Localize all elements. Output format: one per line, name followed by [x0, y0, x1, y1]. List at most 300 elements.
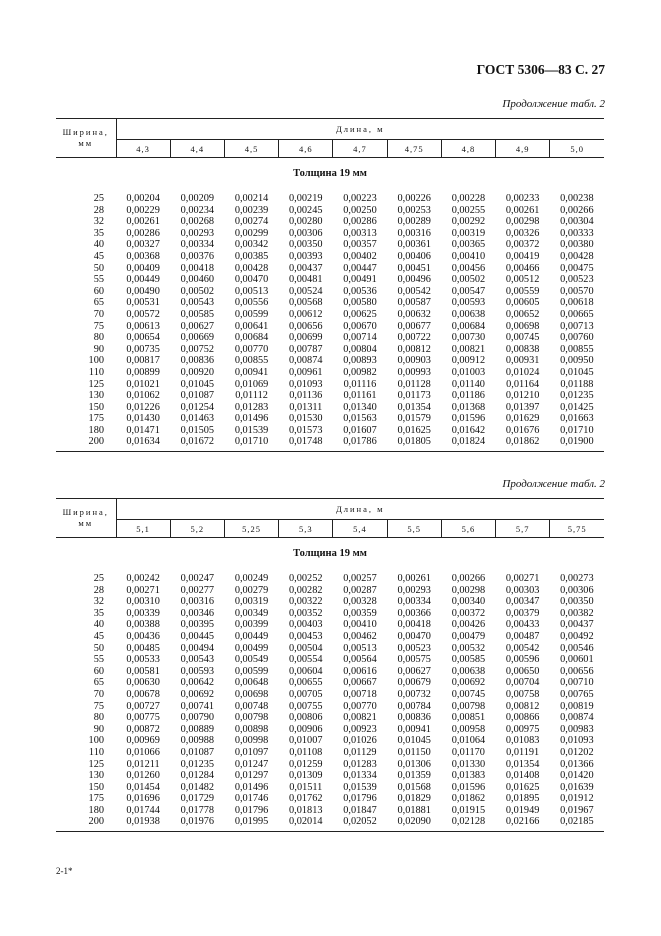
volume-cell: 0,00271	[126, 584, 160, 596]
volume-cell: 0,01254	[180, 401, 215, 413]
volume-cell: 0,00748	[234, 700, 269, 712]
volume-cell: 0,00627	[180, 320, 215, 332]
volume-cell: 0,00677	[397, 320, 431, 332]
width-cell: 60	[93, 285, 104, 297]
volume-cell: 0,01129	[343, 746, 377, 758]
volume-cell: 0,01967	[560, 804, 594, 816]
volume-cell: 0,00523	[560, 274, 594, 286]
volume-cell: 0,00819	[560, 700, 594, 712]
volume-cell: 0,00219	[289, 193, 323, 204]
volume-cell: 0,01430	[126, 413, 160, 425]
table-row	[56, 297, 604, 309]
volume-cell: 0,01283	[234, 401, 269, 413]
length-col-header: 4,7	[333, 140, 387, 158]
volume-table-1	[56, 118, 604, 452]
volume-cell: 0,00547	[451, 285, 486, 297]
length-values-row	[56, 520, 604, 538]
volume-cell: 0,00821	[343, 712, 377, 724]
volume-cell: 0,00379	[505, 607, 540, 619]
volume-cell: 0,00304	[560, 216, 594, 228]
volume-cell: 0,00698	[234, 688, 269, 700]
volume-cell: 0,01625	[397, 424, 431, 436]
table-row	[56, 274, 604, 286]
width-header	[56, 119, 116, 158]
volume-cell: 0,00228	[451, 193, 486, 204]
volume-cell: 0,01064	[451, 735, 486, 747]
volume-cell: 0,00790	[180, 712, 215, 724]
table-row	[56, 770, 604, 782]
volume-cell: 0,01995	[224, 816, 278, 831]
volume-cell: 0,00266	[560, 204, 594, 216]
volume-cell: 0,00570	[560, 285, 594, 297]
volume-cell: 0,01235	[180, 758, 215, 770]
volume-cell: 0,01330	[451, 758, 486, 770]
volume-cell: 0,00436	[126, 630, 160, 642]
volume-cell: 0,01663	[560, 413, 594, 425]
table-row	[56, 309, 604, 321]
volume-cell: 0,00787	[289, 343, 323, 355]
volume-cell: 0,00710	[560, 677, 594, 689]
volume-cell: 0,00322	[289, 596, 323, 608]
volume-cell: 0,00279	[234, 584, 269, 596]
volume-cell: 0,00255	[451, 204, 486, 216]
volume-cell: 0,01813	[289, 804, 323, 816]
volume-cell: 0,00339	[126, 607, 160, 619]
volume-cell: 0,00889	[180, 723, 215, 735]
volume-cell: 0,01463	[180, 413, 215, 425]
volume-cell: 0,01354	[397, 401, 431, 413]
table-row	[56, 425, 604, 437]
table-row	[56, 355, 604, 367]
width-cell: 130	[88, 770, 104, 782]
volume-cell: 0,01696	[126, 793, 160, 805]
volume-cell: 0,01471	[126, 424, 160, 436]
table-row	[56, 436, 604, 451]
volume-cell: 0,00293	[180, 227, 215, 239]
volume-cell: 0,01083	[505, 735, 540, 747]
volume-cell: 0,00684	[234, 332, 269, 344]
volume-cell: 0,01744	[126, 804, 160, 816]
volume-cell: 0,00293	[397, 584, 431, 596]
volume-cell: 0,01778	[180, 804, 215, 816]
volume-cell: 0,00745	[451, 688, 486, 700]
volume-cell: 0,01805	[387, 436, 441, 451]
width-header	[56, 499, 116, 538]
width-cell: 150	[88, 401, 104, 413]
volume-cell: 0,00760	[560, 332, 594, 344]
volume-cell: 0,00722	[397, 332, 431, 344]
volume-cell: 0,00470	[234, 274, 269, 286]
volume-cell: 0,00812	[505, 700, 540, 712]
volume-cell: 0,01629	[505, 413, 540, 425]
table-row	[56, 816, 604, 831]
volume-cell: 0,00898	[234, 723, 269, 735]
table-row	[56, 619, 604, 631]
length-col-header: 4,4	[170, 140, 224, 158]
volume-cell: 0,00274	[234, 216, 269, 228]
volume-cell: 0,00758	[505, 688, 540, 700]
volume-cell: 0,00357	[343, 239, 377, 251]
table-1-container	[56, 118, 604, 452]
volume-cell: 0,00487	[505, 630, 540, 642]
width-cell: 32	[93, 596, 104, 608]
volume-cell: 0,00372	[451, 607, 486, 619]
volume-cell: 0,01066	[126, 746, 160, 758]
volume-cell: 0,01007	[289, 735, 323, 747]
volume-cell: 0,01625	[505, 781, 540, 793]
volume-cell: 0,00678	[126, 688, 160, 700]
volume-cell: 0,00316	[180, 596, 215, 608]
length-col-header: 5,1	[116, 520, 170, 538]
volume-cell: 0,00941	[234, 366, 269, 378]
volume-cell: 0,00502	[451, 274, 486, 286]
volume-cell: 0,00449	[234, 630, 269, 642]
volume-cell: 0,00349	[234, 607, 269, 619]
volume-cell: 0,00261	[505, 204, 540, 216]
volume-cell: 0,00655	[289, 677, 323, 689]
volume-cell: 0,00604	[289, 665, 323, 677]
volume-cell: 0,00512	[505, 274, 540, 286]
volume-cell: 0,01247	[234, 758, 269, 770]
volume-cell: 0,00491	[343, 274, 377, 286]
table-row	[56, 654, 604, 666]
volume-cell: 0,00453	[289, 630, 323, 642]
volume-cell: 0,00388	[126, 619, 160, 631]
width-cell: 55	[93, 654, 104, 666]
width-cell: 75	[93, 320, 104, 332]
volume-cell: 0,00704	[505, 677, 540, 689]
volume-cell: 0,00319	[451, 227, 486, 239]
page-footer: 2-1*	[56, 866, 73, 876]
volume-cell: 0,01383	[451, 770, 486, 782]
volume-cell: 0,00466	[505, 262, 540, 274]
volume-cell: 0,00298	[451, 584, 486, 596]
volume-cell: 0,00277	[180, 584, 215, 596]
volume-cell: 0,00975	[505, 723, 540, 735]
volume-cell: 0,00361	[397, 239, 431, 251]
volume-cell: 0,00242	[126, 573, 160, 584]
volume-cell: 0,00599	[234, 665, 269, 677]
width-cell: 180	[88, 804, 104, 816]
width-cell: 150	[88, 781, 104, 793]
volume-cell: 0,01093	[560, 735, 594, 747]
volume-cell: 0,00513	[343, 642, 377, 654]
volume-cell: 0,00532	[451, 642, 486, 654]
volume-cell: 0,00252	[289, 573, 323, 584]
volume-cell: 0,00479	[451, 630, 486, 642]
volume-cell: 0,01164	[506, 378, 540, 390]
volume-cell: 0,00456	[451, 262, 486, 274]
length-header: Длина, м	[116, 119, 604, 140]
volume-cell: 0,00993	[397, 366, 431, 378]
volume-cell: 0,00418	[397, 619, 431, 631]
volume-cell: 0,00931	[505, 355, 540, 367]
volume-cell: 0,00499	[234, 642, 269, 654]
table-1-body	[56, 158, 604, 452]
volume-cell: 0,01354	[505, 758, 540, 770]
width-cell: 40	[93, 619, 104, 631]
table-row	[56, 263, 604, 275]
volume-cell: 0,00616	[343, 665, 377, 677]
volume-cell: 0,01306	[397, 758, 431, 770]
volume-cell: 0,00542	[505, 642, 540, 654]
table-2-body	[56, 538, 604, 832]
width-header-unit: мм	[78, 518, 94, 528]
width-cell: 55	[93, 274, 104, 286]
width-cell: 100	[88, 355, 104, 367]
volume-cell: 0,00460	[180, 274, 215, 286]
table-row	[56, 724, 604, 736]
volume-cell: 0,00982	[343, 366, 377, 378]
volume-cell: 0,00656	[289, 320, 323, 332]
volume-cell: 0,00449	[126, 274, 160, 286]
length-col-header: 5,4	[333, 520, 387, 538]
volume-cell: 0,01530	[289, 413, 323, 425]
volume-cell: 0,00289	[397, 216, 431, 228]
volume-cell: 0,00941	[397, 723, 431, 735]
volume-cell: 0,00395	[180, 619, 215, 631]
width-cell: 40	[93, 239, 104, 251]
volume-cell: 0,02090	[387, 816, 441, 831]
volume-cell: 0,01202	[560, 746, 594, 758]
volume-cell: 0,01496	[234, 781, 269, 793]
volume-cell: 0,00238	[560, 193, 594, 204]
table-row	[56, 677, 604, 689]
volume-cell: 0,00409	[126, 262, 160, 274]
volume-cell: 0,00542	[397, 285, 431, 297]
volume-cell: 0,00618	[560, 297, 594, 309]
width-cell: 65	[93, 297, 104, 309]
volume-cell: 0,00226	[397, 193, 431, 204]
volume-cell: 0,00836	[180, 355, 215, 367]
volume-cell: 0,01676	[505, 424, 540, 436]
length-col-header: 5,7	[496, 520, 550, 538]
volume-cell: 0,01359	[397, 770, 431, 782]
volume-cell: 0,00533	[126, 654, 160, 666]
volume-cell: 0,00798	[234, 712, 269, 724]
volume-cell: 0,00502	[180, 285, 215, 297]
volume-cell: 0,00983	[560, 723, 594, 735]
volume-cell: 0,00656	[560, 665, 594, 677]
volume-cell: 0,00692	[180, 688, 215, 700]
length-col-header: 4,8	[441, 140, 495, 158]
table-row	[56, 344, 604, 356]
volume-cell: 0,00326	[505, 227, 540, 239]
table-row	[56, 379, 604, 391]
volume-cell: 0,01297	[234, 770, 269, 782]
volume-cell: 0,00836	[397, 712, 431, 724]
table-row	[56, 205, 604, 217]
volume-cell: 0,00714	[343, 332, 377, 344]
volume-cell: 0,00770	[234, 343, 269, 355]
table-row	[56, 321, 604, 333]
volume-cell: 0,01311	[289, 401, 323, 413]
volume-cell: 0,00874	[289, 355, 323, 367]
table-row	[56, 701, 604, 713]
volume-cell: 0,01284	[180, 770, 215, 782]
volume-cell: 0,00903	[397, 355, 431, 367]
volume-cell: 0,02128	[441, 816, 495, 831]
volume-cell: 0,00732	[397, 688, 431, 700]
volume-cell: 0,00536	[343, 285, 377, 297]
volume-cell: 0,00670	[343, 320, 377, 332]
volume-cell: 0,00245	[289, 204, 323, 216]
length-col-header: 4,3	[116, 140, 170, 158]
volume-cell: 0,00403	[289, 619, 323, 631]
volume-cell: 0,01026	[343, 735, 377, 747]
volume-cell: 0,00851	[451, 712, 486, 724]
volume-cell: 0,00286	[126, 227, 160, 239]
volume-cell: 0,00575	[397, 654, 431, 666]
table-row	[56, 759, 604, 771]
volume-cell: 0,00752	[180, 343, 215, 355]
volume-cell: 0,01496	[234, 413, 269, 425]
length-col-header: 5,0	[550, 140, 604, 158]
volume-cell: 0,01024	[505, 366, 540, 378]
volume-cell: 0,01505	[180, 424, 215, 436]
volume-cell: 0,01573	[289, 424, 323, 436]
volume-cell: 0,00745	[505, 332, 540, 344]
volume-cell: 0,00554	[289, 654, 323, 666]
volume-cell: 0,00596	[505, 654, 540, 666]
volume-cell: 0,00601	[560, 654, 594, 666]
volume-cell: 0,00368	[126, 250, 160, 262]
table-row	[56, 367, 604, 379]
volume-cell: 0,01140	[451, 378, 485, 390]
volume-cell: 0,00462	[343, 630, 377, 642]
width-cell: 50	[93, 642, 104, 654]
volume-cell: 0,01408	[505, 770, 540, 782]
volume-cell: 0,00385	[234, 250, 269, 262]
volume-cell: 0,01895	[505, 793, 540, 805]
volume-cell: 0,01191	[506, 746, 540, 758]
table-row	[56, 712, 604, 724]
volume-cell: 0,01634	[116, 436, 170, 451]
volume-cell: 0,00334	[397, 596, 431, 608]
volume-cell: 0,01136	[289, 390, 323, 402]
volume-cell: 0,00402	[343, 250, 377, 262]
volume-cell: 0,01366	[560, 758, 594, 770]
table-row	[56, 573, 604, 585]
volume-cell: 0,00481	[289, 274, 323, 286]
length-header: Длина, м	[116, 499, 604, 520]
volume-cell: 0,01116	[343, 378, 377, 390]
volume-cell: 0,00292	[451, 216, 486, 228]
width-header-unit: мм	[78, 138, 94, 148]
width-cell: 70	[93, 308, 104, 320]
table-row	[56, 216, 604, 228]
table-row	[56, 805, 604, 817]
width-cell: 45	[93, 630, 104, 642]
volume-cell: 0,00280	[289, 216, 323, 228]
volume-cell: 0,01108	[289, 746, 323, 758]
volume-cell: 0,01729	[180, 793, 215, 805]
table-row	[56, 782, 604, 794]
volume-cell: 0,00874	[560, 712, 594, 724]
table-row	[56, 747, 604, 759]
table-row	[56, 251, 604, 263]
table-row	[56, 402, 604, 414]
volume-cell: 0,00406	[397, 250, 431, 262]
volume-cell: 0,00923	[343, 723, 377, 735]
volume-cell: 0,01235	[560, 390, 594, 402]
width-cell: 65	[93, 677, 104, 689]
table-row	[56, 193, 604, 205]
volume-cell: 0,01368	[451, 401, 486, 413]
volume-cell: 0,01563	[343, 413, 377, 425]
volume-table-2	[56, 498, 604, 832]
volume-cell: 0,00893	[343, 355, 377, 367]
table-2-container	[56, 498, 604, 832]
table-row	[56, 332, 604, 344]
volume-cell: 0,00549	[234, 654, 269, 666]
volume-cell: 0,00287	[343, 584, 377, 596]
volume-cell: 0,00667	[343, 677, 377, 689]
volume-cell: 0,01579	[397, 413, 431, 425]
volume-cell: 0,01511	[289, 781, 323, 793]
volume-cell: 0,00334	[180, 239, 215, 251]
volume-cell: 0,01829	[397, 793, 431, 805]
volume-cell: 0,00428	[560, 250, 594, 262]
table-row	[56, 631, 604, 643]
volume-cell: 0,00625	[343, 308, 377, 320]
volume-cell: 0,00261	[126, 216, 160, 228]
volume-cell: 0,00812	[397, 343, 431, 355]
table-row	[56, 735, 604, 747]
volume-cell: 0,00580	[343, 297, 377, 309]
volume-cell: 0,00451	[397, 262, 431, 274]
volume-cell: 0,01259	[289, 758, 323, 770]
volume-cell: 0,01642	[451, 424, 486, 436]
volume-cell: 0,00310	[126, 596, 160, 608]
volume-cell: 0,01796	[343, 793, 377, 805]
volume-cell: 0,00765	[560, 688, 594, 700]
volume-cell: 0,01334	[343, 770, 377, 782]
table-row	[56, 666, 604, 678]
volume-cell: 0,00282	[289, 584, 323, 596]
continuation-label-1: Продолжение табл. 2	[502, 98, 605, 110]
volume-cell: 0,00250	[343, 204, 377, 216]
volume-cell: 0,00798	[451, 700, 486, 712]
volume-cell: 0,01021	[126, 378, 160, 390]
volume-cell: 0,00920	[180, 366, 215, 378]
volume-cell: 0,00866	[505, 712, 540, 724]
volume-cell: 0,01949	[505, 804, 540, 816]
volume-cell: 0,01097	[234, 746, 269, 758]
volume-cell: 0,00531	[126, 297, 160, 309]
volume-cell: 0,00821	[451, 343, 486, 355]
volume-cell: 0,01045	[397, 735, 431, 747]
width-cell: 28	[93, 584, 104, 596]
volume-cell: 0,00665	[560, 308, 594, 320]
volume-cell: 0,00741	[180, 700, 215, 712]
volume-cell: 0,00648	[234, 677, 269, 689]
volume-cell: 0,00410	[451, 250, 486, 262]
volume-cell: 0,00492	[560, 630, 594, 642]
table-row	[56, 793, 604, 805]
volume-cell: 0,00543	[180, 654, 215, 666]
volume-cell: 0,00705	[289, 688, 323, 700]
width-cell: 175	[88, 793, 104, 805]
volume-cell: 0,01093	[289, 378, 323, 390]
volume-cell: 0,01226	[126, 401, 160, 413]
volume-cell: 0,00299	[234, 227, 269, 239]
volume-cell: 0,00630	[126, 677, 160, 689]
volume-cell: 0,00564	[343, 654, 377, 666]
volume-cell: 0,00247	[180, 573, 215, 584]
volume-cell: 0,00445	[180, 630, 215, 642]
table-row	[56, 596, 604, 608]
